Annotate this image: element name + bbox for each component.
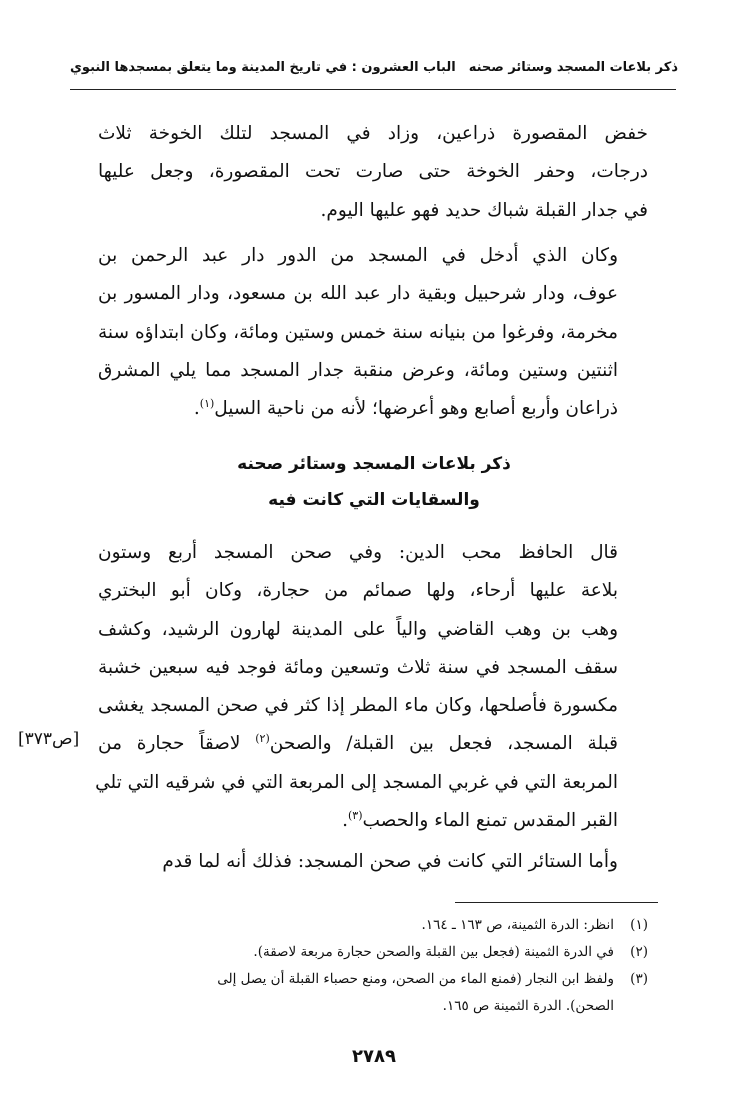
footnote-number: (٢) (630, 944, 648, 960)
text-line: وكان الذي أدخل في المسجد من الدور دار عبد الرحمن بن (98, 245, 618, 266)
footnote-1 (98, 912, 648, 939)
text-line: مكسورة فأصلحها، وكان ماء المطر إذا كثر في صحن المسجد يغشى (98, 695, 618, 717)
running-header (70, 56, 678, 84)
footnote-text: في الدرة الثمينة (فجعل بين القبلة والصحن حجارة مربعة لاصقة). (253, 944, 614, 960)
text-line: وهب بن وهب القاضي والياً على المدينة لهارون الرشيد، وكشف (98, 618, 618, 640)
text-line: سقف المسجد في سنة ثلاث وتسعين ومائة فوجد فيه سبعين خشبة (98, 656, 618, 678)
section-heading-line-1: ذكر بلاعات المسجد وستائر صحنه (237, 454, 511, 474)
text-line: عوف، ودار شرحبيل وبقية دار عبد الله بن مسعود، ودار المسور بن (98, 283, 618, 305)
text-line: بلاعة عليها أرحاء، ولها صمائم من حجارة، وكان أبو البختري (98, 580, 618, 602)
text-line: درجات، وحفر الخوخة حتى صارت تحت المقصورة، وجعل عليها (98, 161, 648, 183)
footnotes (98, 912, 648, 1020)
text-line: القبر المقدس تمنع الماء والحصب$^{(٣)}$. (342, 808, 618, 832)
footnote-number: (٣) (630, 971, 648, 987)
footnote-2 (98, 939, 648, 966)
footnote-3 (98, 966, 648, 1020)
footnote-marker: (١) (199, 397, 215, 411)
page-number: ٢٧٨٩ (352, 1046, 396, 1067)
footnote-text-continued: الصحن). الدرة الثمينة ص ١٦٥. (442, 998, 614, 1014)
paragraph-4 (98, 843, 648, 881)
footnote-number: (١) (630, 917, 648, 933)
header-section-title: ذكر بلاعات المسجد وستائر صحنه (468, 60, 678, 75)
footnote-marker: (٣) (347, 808, 363, 822)
footnote-text: ولفظ ابن النجار (فمنع الماء من الصحن، ومنع حصباء القبلة أن يصل إلى (217, 971, 614, 987)
text-line: مخرمة، وفرغوا من بنيانه سنة خمس وستين ومائة، وكان ابتداؤه سنة (98, 321, 618, 343)
paragraph-2 (98, 237, 648, 428)
header-chapter-title: الباب العشرون : في تاريخ المدينة وما يتعلق بمسجدها النبوي (70, 60, 456, 75)
text-line: قال الحافظ محب الدين: وفي صحن المسجد أربع وستون (98, 542, 618, 563)
text-line: المربعة التي في غربي المسجد إلى المربعة التي في شرقيه التي تلي (95, 771, 618, 793)
section-heading-line-2: والسقايات التي كانت فيه (268, 490, 480, 510)
margin-page-reference: [ص٣٧٣] (18, 729, 80, 749)
text-line: في جدار القبلة شباك حديد فهو عليها اليوم. (320, 199, 648, 221)
text-line: قبلة المسجد، فجعل بين القبلة/ والصحن$^{(٢)}$ لاصقاً حجارة من (98, 732, 619, 755)
text-line: وأما الستائر التي كانت في صحن المسجد: فذلك أنه لما قدم (162, 851, 618, 872)
paragraph-1 (98, 115, 648, 230)
text-line: اثنتين وستين ومائة، وعرض منقبة جدار المسجد مما يلي المشرق (98, 359, 618, 381)
text-line: ذراعان وأربع أصابع وهو أعرضها؛ لأنه من ناحية السيل$^{(١)}$. (193, 397, 618, 420)
paragraph-3 (95, 534, 648, 840)
footnote-marker: (٢) (255, 732, 270, 746)
footnote-divider (455, 902, 658, 903)
header-divider (70, 89, 676, 90)
footnote-text: انظر: الدرة الثمينة، ص ١٦٣ ـ ١٦٤. (421, 917, 614, 933)
text-line: خفض المقصورة ذراعين، وزاد في المسجد لتلك الخوخة ثلاث (98, 123, 648, 144)
